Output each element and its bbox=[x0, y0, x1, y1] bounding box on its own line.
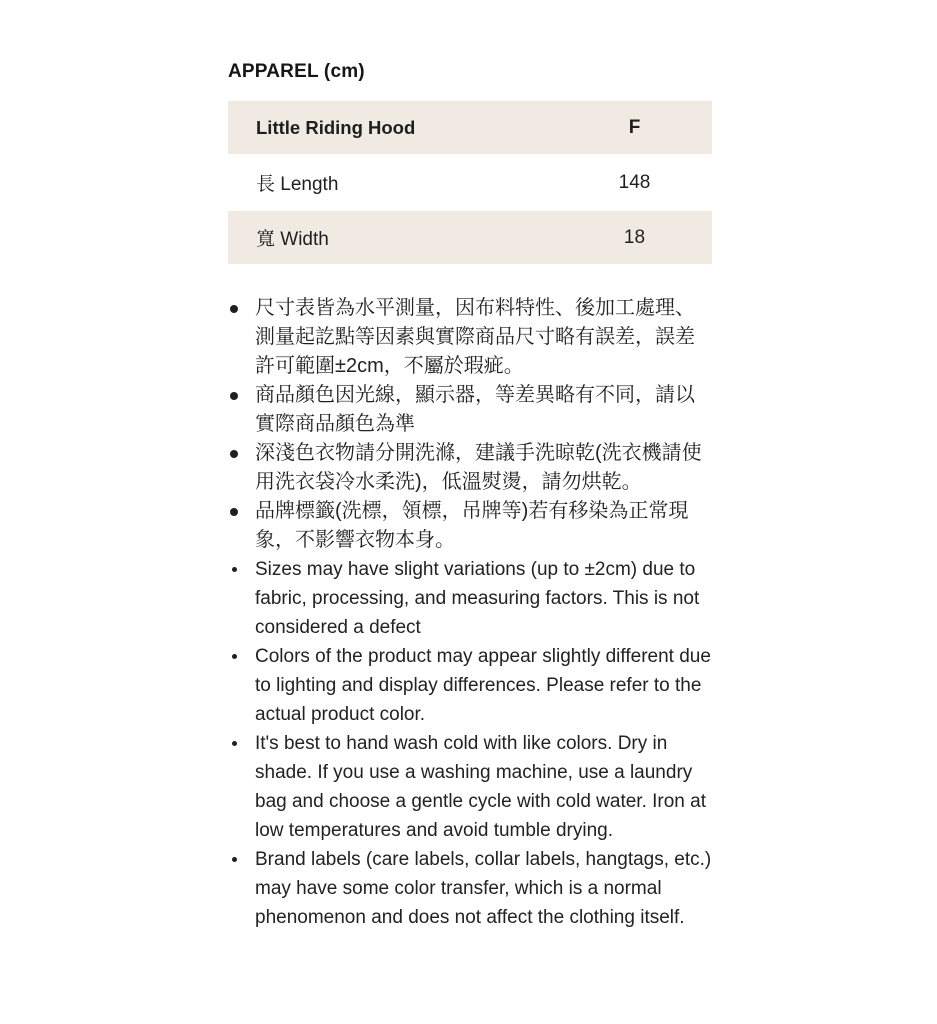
length-label: 長 Length bbox=[256, 174, 339, 195]
size-column-header: F bbox=[628, 116, 641, 138]
size-table-header-row bbox=[228, 101, 712, 156]
note-zh-measurement: 尺寸表皆為水平測量，因布料特性、後加工處理、測量起訖點等因素與實際商品尺寸略有誤差，誤差許可範圍±2cm，不屬於瑕疵。 bbox=[228, 294, 712, 381]
width-label: 寬 Width bbox=[256, 229, 329, 250]
width-value: 18 bbox=[623, 226, 646, 248]
table-row-length bbox=[228, 156, 712, 211]
note-en-washing: It's best to hand wash cold with like colors. Dry in shade. If you use a washing machine, use a laundry bag and choose a gentle cycle with cold water. Iron at low temperatures and avoid tumble drying. bbox=[228, 729, 712, 845]
size-table bbox=[228, 101, 712, 266]
care-notes-list bbox=[228, 294, 712, 932]
note-zh-washing: 深淺色衣物請分開洗滌，建議手洗晾乾(洗衣機請使用洗衣袋冷水柔洗)，低溫熨燙，請勿烘乾。 bbox=[228, 439, 712, 497]
product-name: Little Riding Hood bbox=[256, 116, 416, 138]
note-en-color: Colors of the product may appear slightly different due to lighting and display differences. Please refer to the actual product color. bbox=[228, 642, 712, 729]
size-chart-section bbox=[228, 61, 712, 932]
note-zh-labels: 品牌標籤(洗標，領標，吊牌等)若有移染為正常現象，不影響衣物本身。 bbox=[228, 497, 712, 555]
table-row-width bbox=[228, 211, 712, 266]
note-zh-color: 商品顏色因光線，顯示器，等差異略有不同，請以實際商品顏色為準 bbox=[228, 381, 712, 439]
note-en-labels: Brand labels (care labels, collar labels, hangtags, etc.) may have some color transfer, which is a normal phenomenon and does not affect the clothing itself. bbox=[228, 845, 712, 932]
section-title: APPAREL (cm) bbox=[228, 61, 365, 82]
note-en-measurement: Sizes may have slight variations (up to ±2cm) due to fabric, processing, and measuring factors. This is not considered a defect bbox=[228, 555, 712, 642]
length-value: 148 bbox=[618, 171, 651, 193]
